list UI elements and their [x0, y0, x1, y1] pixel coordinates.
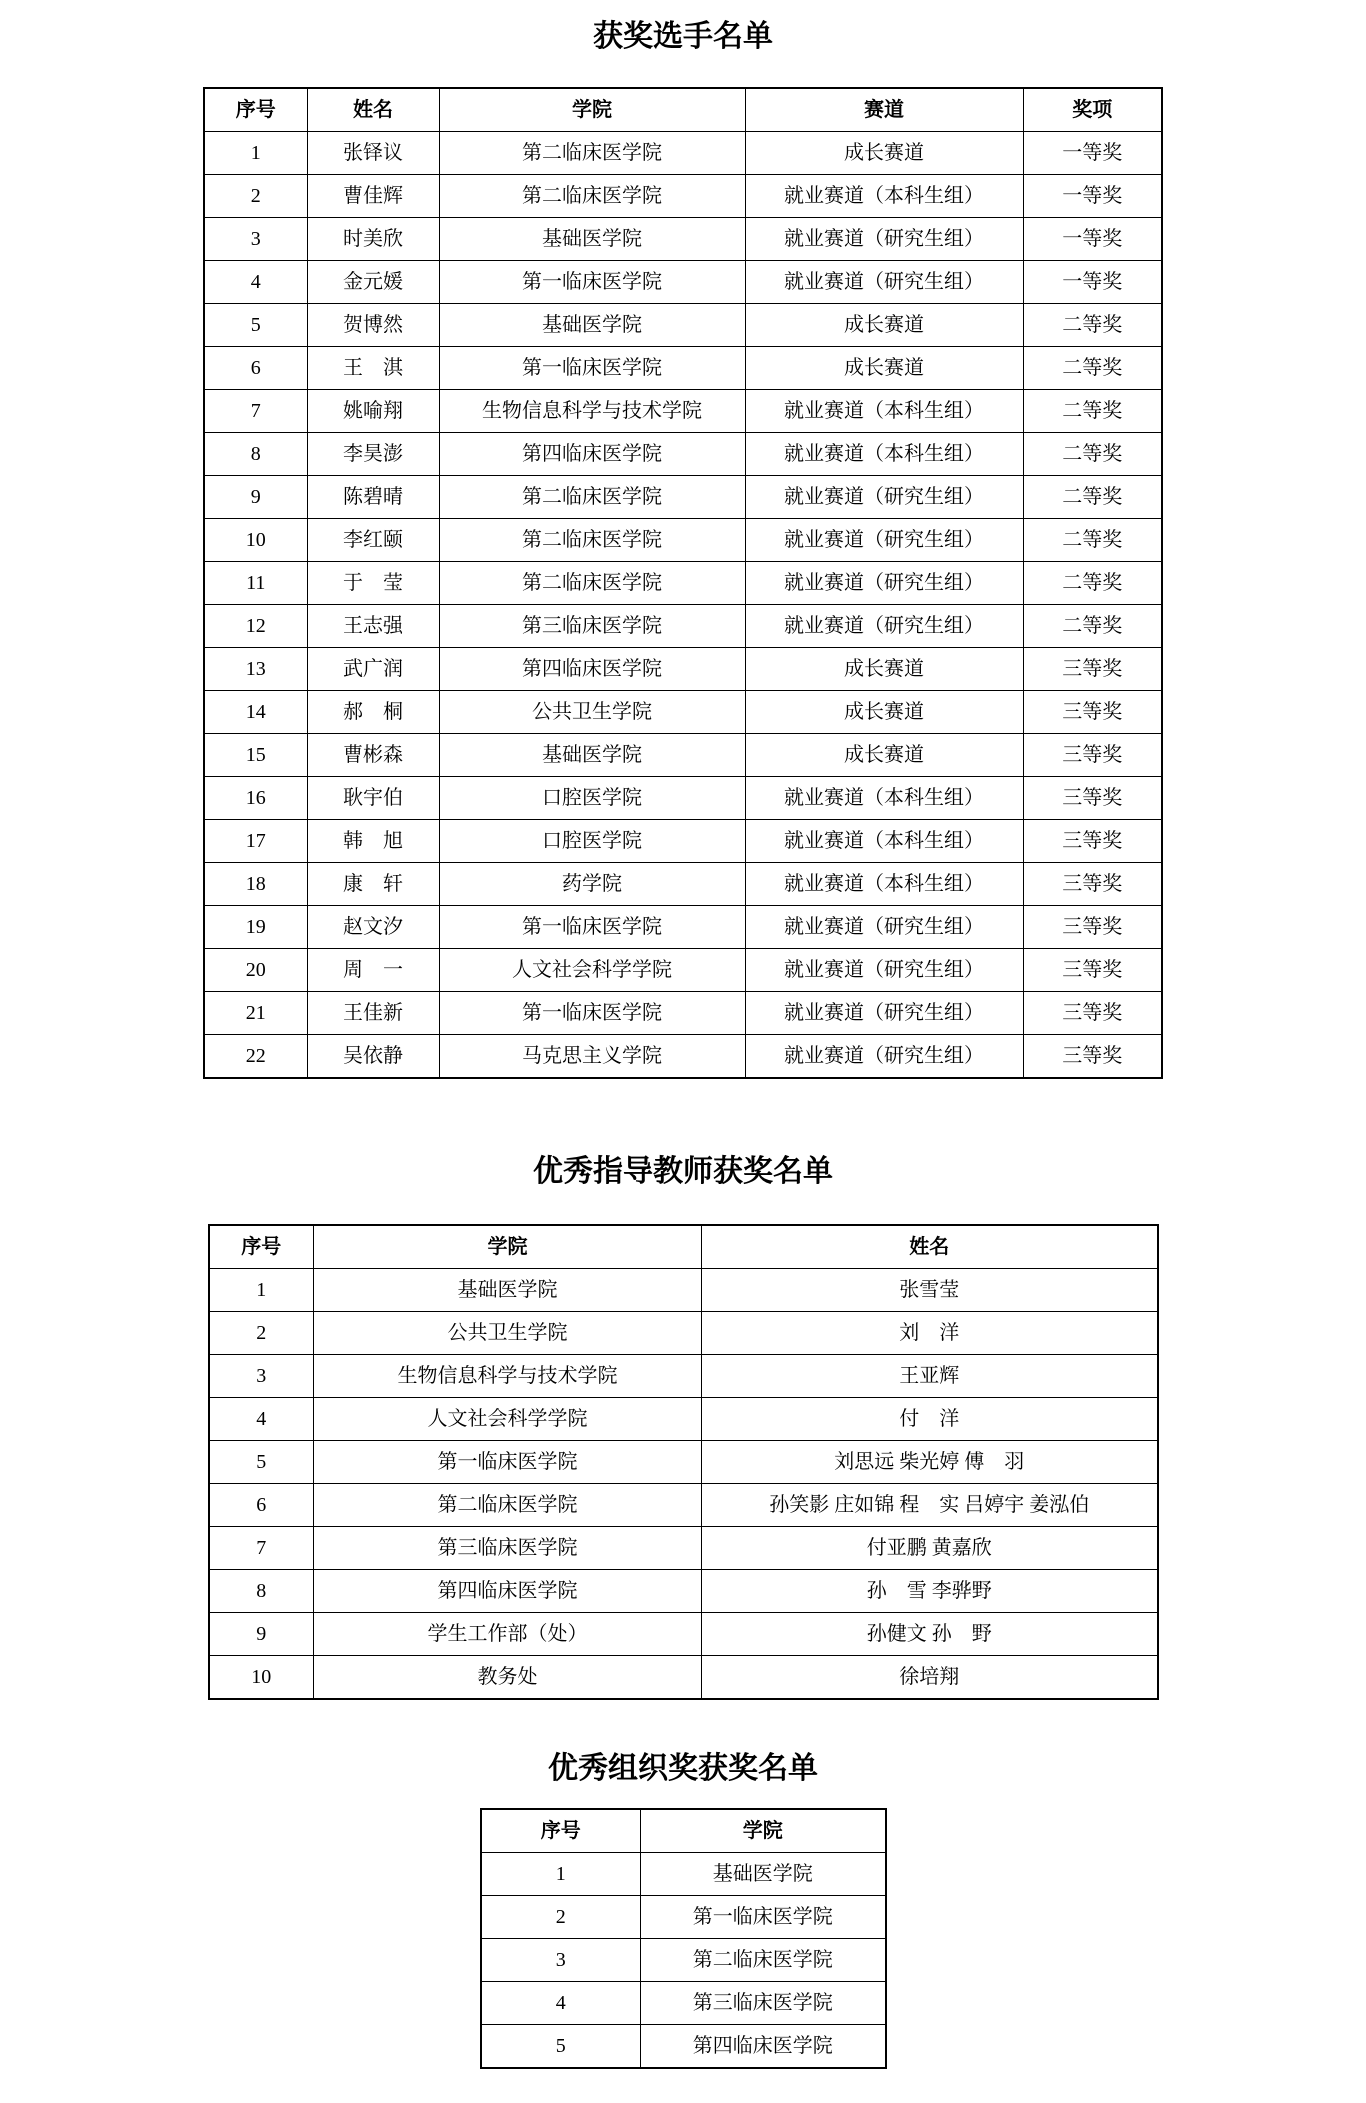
table-row: [204, 777, 1162, 820]
cell: 就业赛道（本科生组）: [745, 390, 1023, 433]
cell: 第一临床医学院: [314, 1441, 702, 1484]
cell: 张雪莹: [702, 1269, 1158, 1312]
cell: 8: [204, 433, 307, 476]
cell: 5: [209, 1441, 314, 1484]
cell: 曹佳辉: [307, 175, 439, 218]
cell: 郝 桐: [307, 691, 439, 734]
cell: 就业赛道（研究生组）: [745, 949, 1023, 992]
cell: 三等奖: [1023, 949, 1162, 992]
cell: 王亚辉: [702, 1355, 1158, 1398]
cell: 18: [204, 863, 307, 906]
column-header: 赛道: [745, 88, 1023, 132]
cell: 二等奖: [1023, 433, 1162, 476]
cell: 周 一: [307, 949, 439, 992]
cell: 付亚鹏 黄嘉欣: [702, 1527, 1158, 1570]
cell: 第四临床医学院: [641, 2025, 886, 2069]
cell: 孙健文 孙 野: [702, 1613, 1158, 1656]
cell: 2: [209, 1312, 314, 1355]
cell: 第二临床医学院: [439, 476, 745, 519]
cell: 马克思主义学院: [439, 1035, 745, 1079]
table-row: [481, 1939, 886, 1982]
table-row: [209, 1355, 1158, 1398]
organization-table: [480, 1808, 887, 2069]
table-row: [204, 390, 1162, 433]
table-row: [204, 949, 1162, 992]
cell: 二等奖: [1023, 519, 1162, 562]
cell: 就业赛道（研究生组）: [745, 906, 1023, 949]
table-row: [481, 1982, 886, 2025]
cell: 就业赛道（研究生组）: [745, 218, 1023, 261]
cell: 三等奖: [1023, 734, 1162, 777]
table-row: [204, 132, 1162, 175]
column-header: 学院: [314, 1225, 702, 1269]
cell: 陈碧晴: [307, 476, 439, 519]
table-row: [204, 347, 1162, 390]
table-row: [204, 648, 1162, 691]
cell: 一等奖: [1023, 175, 1162, 218]
cell: 二等奖: [1023, 390, 1162, 433]
table-row: [204, 433, 1162, 476]
table-row: [204, 734, 1162, 777]
cell: 三等奖: [1023, 1035, 1162, 1079]
cell: 16: [204, 777, 307, 820]
cell: 三等奖: [1023, 992, 1162, 1035]
cell: 第二临床医学院: [314, 1484, 702, 1527]
header-row: [481, 1809, 886, 1853]
cell: 人文社会科学学院: [439, 949, 745, 992]
cell: 第三临床医学院: [314, 1527, 702, 1570]
cell: 第四临床医学院: [439, 648, 745, 691]
cell: 9: [204, 476, 307, 519]
cell: 生物信息科学与技术学院: [314, 1355, 702, 1398]
cell: 刘思远 柴光婷 傅 羽: [702, 1441, 1158, 1484]
cell: 第一临床医学院: [439, 906, 745, 949]
cell: 就业赛道（本科生组）: [745, 863, 1023, 906]
cell: 付 洋: [702, 1398, 1158, 1441]
cell: 就业赛道（研究生组）: [745, 261, 1023, 304]
cell: 于 莹: [307, 562, 439, 605]
cell: 成长赛道: [745, 132, 1023, 175]
cell: 王 淇: [307, 347, 439, 390]
cell: 康 轩: [307, 863, 439, 906]
table-row: [204, 906, 1162, 949]
cell: 公共卫生学院: [439, 691, 745, 734]
cell: 二等奖: [1023, 562, 1162, 605]
cell: 第二临床医学院: [439, 519, 745, 562]
cell: 22: [204, 1035, 307, 1079]
cell: 药学院: [439, 863, 745, 906]
table-row: [209, 1613, 1158, 1656]
cell: 一等奖: [1023, 218, 1162, 261]
table-row: [204, 261, 1162, 304]
column-header: 序号: [481, 1809, 641, 1853]
cell: 基础医学院: [314, 1269, 702, 1312]
cell: 第二临床医学院: [439, 175, 745, 218]
table-row: [209, 1484, 1158, 1527]
cell: 赵文汐: [307, 906, 439, 949]
cell: 公共卫生学院: [314, 1312, 702, 1355]
table-row: [204, 175, 1162, 218]
column-header: 学院: [439, 88, 745, 132]
cell: 5: [481, 2025, 641, 2069]
cell: 三等奖: [1023, 906, 1162, 949]
cell: 第四临床医学院: [439, 433, 745, 476]
cell: 三等奖: [1023, 691, 1162, 734]
table-row: [209, 1441, 1158, 1484]
table-row: [209, 1656, 1158, 1700]
table-row: [204, 562, 1162, 605]
table-row: [204, 863, 1162, 906]
cell: 7: [204, 390, 307, 433]
cell: 三等奖: [1023, 777, 1162, 820]
cell: 徐培翔: [702, 1656, 1158, 1700]
table-row: [481, 2025, 886, 2069]
table-row: [204, 820, 1162, 863]
cell: 3: [481, 1939, 641, 1982]
cell: 成长赛道: [745, 734, 1023, 777]
header-row: [209, 1225, 1158, 1269]
cell: 13: [204, 648, 307, 691]
cell: 7: [209, 1527, 314, 1570]
cell: 成长赛道: [745, 648, 1023, 691]
table-row: [204, 476, 1162, 519]
cell: 二等奖: [1023, 605, 1162, 648]
cell: 李红颐: [307, 519, 439, 562]
table-row: [204, 992, 1162, 1035]
cell: 3: [209, 1355, 314, 1398]
table-row: [209, 1570, 1158, 1613]
cell: 就业赛道（研究生组）: [745, 562, 1023, 605]
cell: 8: [209, 1570, 314, 1613]
cell: 17: [204, 820, 307, 863]
cell: 学生工作部（处）: [314, 1613, 702, 1656]
cell: 就业赛道（研究生组）: [745, 476, 1023, 519]
cell: 口腔医学院: [439, 820, 745, 863]
cell: 口腔医学院: [439, 777, 745, 820]
organization-list-title: 优秀组织奖获奖名单: [548, 1752, 818, 1785]
cell: 4: [481, 1982, 641, 2025]
table-row: [204, 1035, 1162, 1079]
cell: 1: [481, 1853, 641, 1896]
cell: 生物信息科学与技术学院: [439, 390, 745, 433]
table-row: [209, 1269, 1158, 1312]
cell: 第二临床医学院: [641, 1939, 886, 1982]
cell: 就业赛道（研究生组）: [745, 605, 1023, 648]
cell: 10: [204, 519, 307, 562]
cell: 二等奖: [1023, 304, 1162, 347]
cell: 1: [204, 132, 307, 175]
cell: 时美欣: [307, 218, 439, 261]
column-header: 姓名: [702, 1225, 1158, 1269]
winners-table: [203, 87, 1163, 1079]
cell: 就业赛道（本科生组）: [745, 820, 1023, 863]
cell: 曹彬森: [307, 734, 439, 777]
column-header: 序号: [204, 88, 307, 132]
cell: 2: [204, 175, 307, 218]
column-header: 奖项: [1023, 88, 1162, 132]
cell: 第一临床医学院: [439, 261, 745, 304]
cell: 武广润: [307, 648, 439, 691]
cell: 三等奖: [1023, 820, 1162, 863]
cell: 20: [204, 949, 307, 992]
cell: 第一临床医学院: [641, 1896, 886, 1939]
cell: 金元媛: [307, 261, 439, 304]
cell: 就业赛道（本科生组）: [745, 433, 1023, 476]
cell: 3: [204, 218, 307, 261]
table-row: [209, 1312, 1158, 1355]
cell: 就业赛道（本科生组）: [745, 175, 1023, 218]
cell: 就业赛道（研究生组）: [745, 519, 1023, 562]
table-row: [204, 691, 1162, 734]
cell: 成长赛道: [745, 691, 1023, 734]
cell: 5: [204, 304, 307, 347]
cell: 10: [209, 1656, 314, 1700]
cell: 第四临床医学院: [314, 1570, 702, 1613]
cell: 12: [204, 605, 307, 648]
cell: 张铎议: [307, 132, 439, 175]
cell: 第三临床医学院: [439, 605, 745, 648]
cell: 姚喻翔: [307, 390, 439, 433]
cell: 刘 洋: [702, 1312, 1158, 1355]
cell: 就业赛道（研究生组）: [745, 1035, 1023, 1079]
cell: 14: [204, 691, 307, 734]
table-row: [204, 605, 1162, 648]
cell: 第二临床医学院: [439, 562, 745, 605]
table-row: [481, 1896, 886, 1939]
cell: 6: [204, 347, 307, 390]
cell: 二等奖: [1023, 347, 1162, 390]
cell: 一等奖: [1023, 261, 1162, 304]
cell: 第二临床医学院: [439, 132, 745, 175]
teachers-list-title: 优秀指导教师获奖名单: [533, 1155, 833, 1188]
cell: 基础医学院: [439, 734, 745, 777]
cell: 贺博然: [307, 304, 439, 347]
cell: 基础医学院: [641, 1853, 886, 1896]
cell: 教务处: [314, 1656, 702, 1700]
table-row: [481, 1853, 886, 1896]
cell: 人文社会科学学院: [314, 1398, 702, 1441]
cell: 1: [209, 1269, 314, 1312]
cell: 一等奖: [1023, 132, 1162, 175]
column-header: 序号: [209, 1225, 314, 1269]
cell: 王佳新: [307, 992, 439, 1035]
cell: 4: [204, 261, 307, 304]
cell: 就业赛道（本科生组）: [745, 777, 1023, 820]
cell: 三等奖: [1023, 863, 1162, 906]
cell: 15: [204, 734, 307, 777]
header-row: [204, 88, 1162, 132]
cell: 19: [204, 906, 307, 949]
cell: 第一临床医学院: [439, 992, 745, 1035]
cell: 孙 雪 李骅野: [702, 1570, 1158, 1613]
table-row: [204, 519, 1162, 562]
table-row: [209, 1527, 1158, 1570]
cell: 韩 旭: [307, 820, 439, 863]
cell: 基础医学院: [439, 304, 745, 347]
winners-list-title: 获奖选手名单: [593, 20, 773, 53]
cell: 4: [209, 1398, 314, 1441]
table-row: [209, 1398, 1158, 1441]
cell: 6: [209, 1484, 314, 1527]
cell: 第三临床医学院: [641, 1982, 886, 2025]
cell: 吴依静: [307, 1035, 439, 1079]
cell: 三等奖: [1023, 648, 1162, 691]
cell: 就业赛道（研究生组）: [745, 992, 1023, 1035]
cell: 李昊澎: [307, 433, 439, 476]
cell: 耿宇伯: [307, 777, 439, 820]
column-header: 姓名: [307, 88, 439, 132]
column-header: 学院: [641, 1809, 886, 1853]
cell: 21: [204, 992, 307, 1035]
cell: 二等奖: [1023, 476, 1162, 519]
cell: 2: [481, 1896, 641, 1939]
table-row: [204, 218, 1162, 261]
cell: 成长赛道: [745, 347, 1023, 390]
cell: 9: [209, 1613, 314, 1656]
cell: 11: [204, 562, 307, 605]
cell: 基础医学院: [439, 218, 745, 261]
cell: 成长赛道: [745, 304, 1023, 347]
teachers-table: [208, 1224, 1159, 1700]
cell: 孙笑影 庄如锦 程 实 吕婷宇 姜泓伯: [702, 1484, 1158, 1527]
cell: 王志强: [307, 605, 439, 648]
table-row: [204, 304, 1162, 347]
cell: 第一临床医学院: [439, 347, 745, 390]
